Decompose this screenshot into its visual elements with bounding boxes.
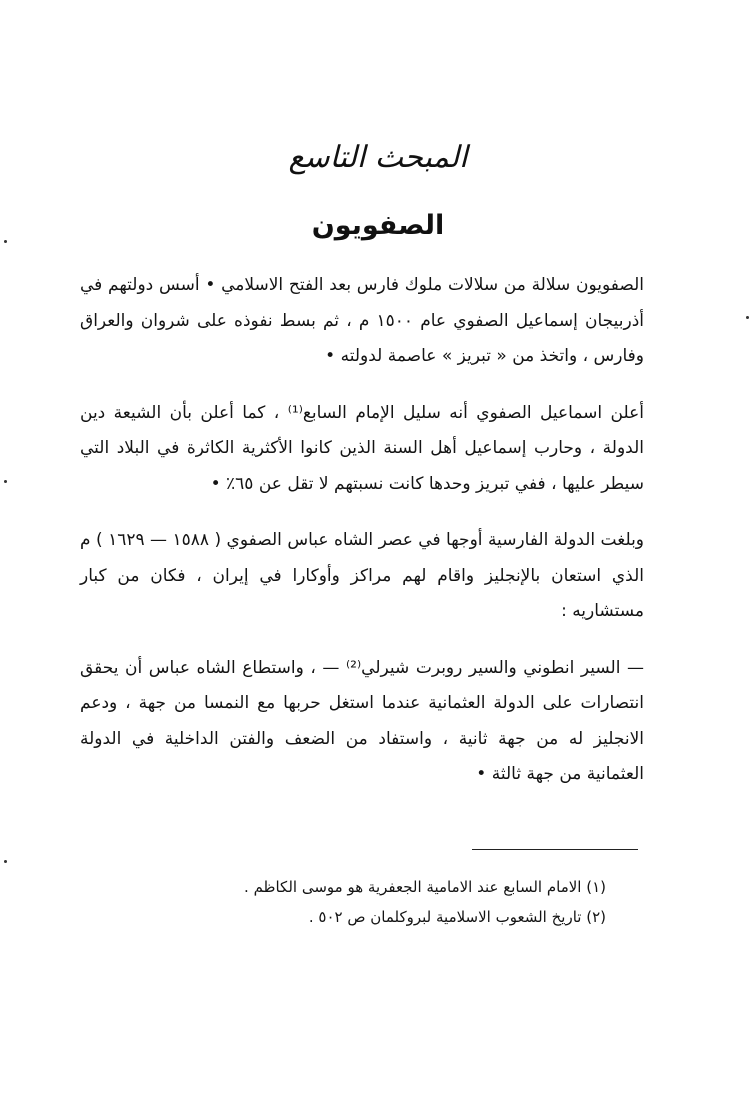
paragraph: الصفويون سلالة من سلالات ملوك فارس بعد الفتح الاسلامي • أسس دولتهم في أذربيجان إسماعيل الصفوي عام ١٥٠٠ م ، ثم بسط نفوذه على شروان والعراق وفارس ، واتخذ من « تبريز » عاصمة لدولته •: [80, 275, 644, 366]
scan-speck: [4, 480, 7, 483]
section-title: الصفويون: [311, 210, 445, 241]
paragraph: — السير انطوني والسير روبرت شيرلي⁽²⁾ — ، واستطاع الشاه عباس أن يحقق انتصارات على الدولة العثمانية عندما استغل حربها مع النمسا من جهة ، ودعم الانجليز له من جهة ثانية ، واستفاد من الضعف والفتن الداخلية في الدولة العثمانية من جهة ثالثة •: [80, 657, 645, 784]
footnote-divider: [472, 849, 638, 850]
footnote: (١) الامام السابع عند الامامية الجعفرية هو موسى الكاظم .: [244, 878, 606, 896]
section-heading: المبحث التاسع: [288, 140, 468, 175]
paragraph: وبلغت الدولة الفارسية أوجها في عصر الشاه عباس الصفوي ( ١٥٨٨ — ١٦٢٩ ) م الذي استعان بالإنجليز واقام لهم مراكز وأوكارا في إيران ، فكان من كبار مستشاريه :: [80, 530, 645, 621]
footnotes: [100, 872, 606, 932]
scan-speck: [4, 240, 7, 243]
scan-speck: [4, 860, 7, 863]
paragraph: أعلن اسماعيل الصفوي أنه سليل الإمام السابع⁽¹⁾ ، كما أعلن بأن الشيعة دين الدولة ، وحارب إسماعيل أهل السنة الذين كانوا الأكثرية الكاثرة في البلاد التي سيطر عليها ، ففي تبريز وحدها كانت نسبتهم لا تقل عن ٦٥٪ •: [80, 402, 644, 494]
body-text: [80, 268, 644, 814]
scan-speck: [746, 316, 749, 319]
footnote: (٢) تاريخ الشعوب الاسلامية لبروكلمان ص ٥٠٢ .: [308, 908, 606, 926]
